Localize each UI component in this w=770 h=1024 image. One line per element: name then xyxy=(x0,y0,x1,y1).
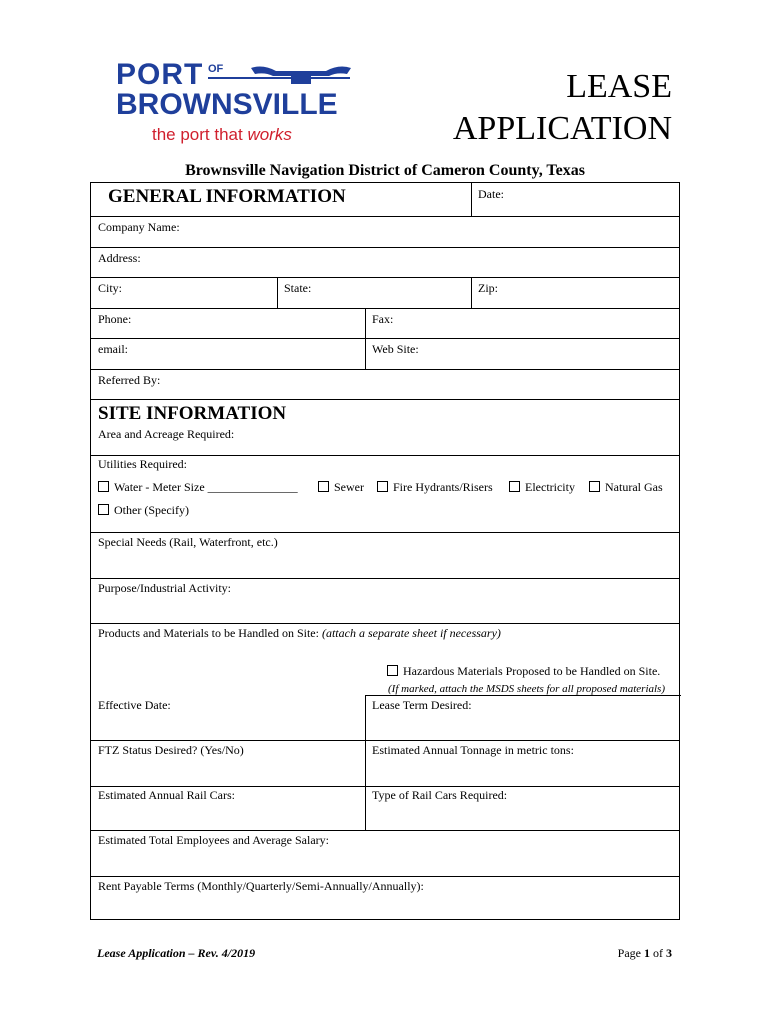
logo-tag-plain: the port that xyxy=(152,125,248,144)
rent-terms-field[interactable]: Rent Payable Terms (Monthly/Quarterly/Semi-Annually/Annually): xyxy=(98,879,424,893)
gas-checkbox[interactable] xyxy=(589,480,663,494)
sewer-label: Sewer xyxy=(334,480,364,494)
company-name-field[interactable]: Company Name: xyxy=(98,220,180,234)
employees-salary-field[interactable]: Estimated Total Employees and Average Salary: xyxy=(98,833,329,847)
row-divider xyxy=(91,830,679,831)
row-divider xyxy=(91,876,679,877)
row-divider xyxy=(91,455,679,456)
special-needs-field[interactable]: Special Needs (Rail, Waterfront, etc.) xyxy=(98,535,278,549)
row-divider xyxy=(91,740,679,741)
email-field[interactable]: email: xyxy=(98,342,128,356)
row-divider xyxy=(91,578,679,579)
row-divider xyxy=(91,786,679,787)
checkbox-icon[interactable] xyxy=(318,481,329,492)
footer-revision: Lease Application – Rev. 4/2019 xyxy=(97,946,256,960)
checkbox-icon[interactable] xyxy=(377,481,388,492)
website-field[interactable]: Web Site: xyxy=(372,342,419,356)
col-divider xyxy=(365,308,366,369)
page-title xyxy=(453,66,672,150)
col-divider xyxy=(471,183,472,216)
hazmat-checkbox[interactable] xyxy=(387,664,660,678)
subtitle: Brownsville Navigation District of Cameron County, Texas xyxy=(185,162,585,179)
utilities-label: Utilities Required: xyxy=(98,457,187,471)
other-label: Other (Specify) xyxy=(114,503,189,517)
logo-of-text: OF xyxy=(208,63,224,75)
section-general-heading: GENERAL INFORMATION xyxy=(108,186,346,207)
referred-by-field[interactable]: Referred By: xyxy=(98,373,161,387)
water-label: Water - Meter Size _______________ xyxy=(114,480,298,494)
row-divider xyxy=(91,369,679,370)
area-acreage-field[interactable]: Area and Acreage Required: xyxy=(98,427,235,441)
sewer-checkbox[interactable] xyxy=(318,480,364,494)
water-checkbox[interactable] xyxy=(98,480,298,494)
logo-tagline xyxy=(152,126,292,144)
purpose-field[interactable]: Purpose/Industrial Activity: xyxy=(98,581,231,595)
row-divider xyxy=(91,623,679,624)
title-line-2: APPLICATION xyxy=(452,110,672,147)
logo-rule xyxy=(208,77,350,79)
logo-port-text: PORT xyxy=(116,58,204,91)
fax-field[interactable]: Fax: xyxy=(372,312,394,326)
logo-city-text: BROWNSVILLE xyxy=(116,88,338,121)
products-field[interactable] xyxy=(98,626,501,640)
checkbox-icon[interactable] xyxy=(589,481,600,492)
lease-term-field[interactable]: Lease Term Desired: xyxy=(372,698,472,712)
electricity-label: Electricity xyxy=(525,480,575,494)
row-divider xyxy=(91,216,679,217)
logo-tag-em: works xyxy=(247,125,292,144)
page-current: 1 xyxy=(644,946,650,960)
city-field[interactable]: City: xyxy=(98,281,123,295)
row-divider xyxy=(91,338,679,339)
col-divider xyxy=(277,277,278,308)
date-field[interactable]: Date: xyxy=(478,187,504,201)
row-divider xyxy=(91,247,679,248)
rail-cars-field[interactable]: Estimated Annual Rail Cars: xyxy=(98,788,235,802)
row-divider xyxy=(91,308,679,309)
row-divider xyxy=(91,399,679,400)
gas-label: Natural Gas xyxy=(605,480,663,494)
hazmat-note: (If marked, attach the MSDS sheets for all proposed materials) xyxy=(388,683,665,695)
section-site-heading: SITE INFORMATION xyxy=(98,403,287,424)
zip-field[interactable]: Zip: xyxy=(478,281,498,295)
hydrants-checkbox[interactable] xyxy=(377,480,493,494)
page-mid: of xyxy=(650,946,666,960)
rail-car-type-field[interactable]: Type of Rail Cars Required: xyxy=(372,788,508,802)
other-checkbox[interactable] xyxy=(98,503,189,517)
row-divider xyxy=(91,277,679,278)
footer-page-number xyxy=(618,946,672,961)
port-logo xyxy=(116,60,356,150)
effective-date-field[interactable]: Effective Date: xyxy=(98,698,171,712)
checkbox-icon[interactable] xyxy=(509,481,520,492)
tonnage-field[interactable]: Estimated Annual Tonnage in metric tons: xyxy=(372,743,574,757)
row-divider xyxy=(91,532,679,533)
page-prefix: Page xyxy=(617,946,644,960)
electricity-checkbox[interactable] xyxy=(509,480,575,494)
address-field[interactable]: Address: xyxy=(98,251,141,265)
ftz-status-field[interactable]: FTZ Status Desired? (Yes/No) xyxy=(98,743,244,757)
col-divider xyxy=(471,277,472,308)
checkbox-icon[interactable] xyxy=(98,504,109,515)
hazmat-label: Hazardous Materials Proposed to be Handled on Site. xyxy=(403,664,661,678)
page-total: 3 xyxy=(666,946,672,960)
checkbox-icon[interactable] xyxy=(98,481,109,492)
col-divider xyxy=(365,695,366,830)
lease-form xyxy=(90,182,680,920)
products-label: Products and Materials to be Handled on Site: xyxy=(98,626,322,640)
products-note: (attach a separate sheet if necessary) xyxy=(321,626,501,640)
hydrants-label: Fire Hydrants/Risers xyxy=(393,480,493,494)
checkbox-icon[interactable] xyxy=(387,665,398,676)
title-line-1: LEASE xyxy=(566,68,672,105)
phone-field[interactable]: Phone: xyxy=(98,312,132,326)
state-field[interactable]: State: xyxy=(284,281,312,295)
